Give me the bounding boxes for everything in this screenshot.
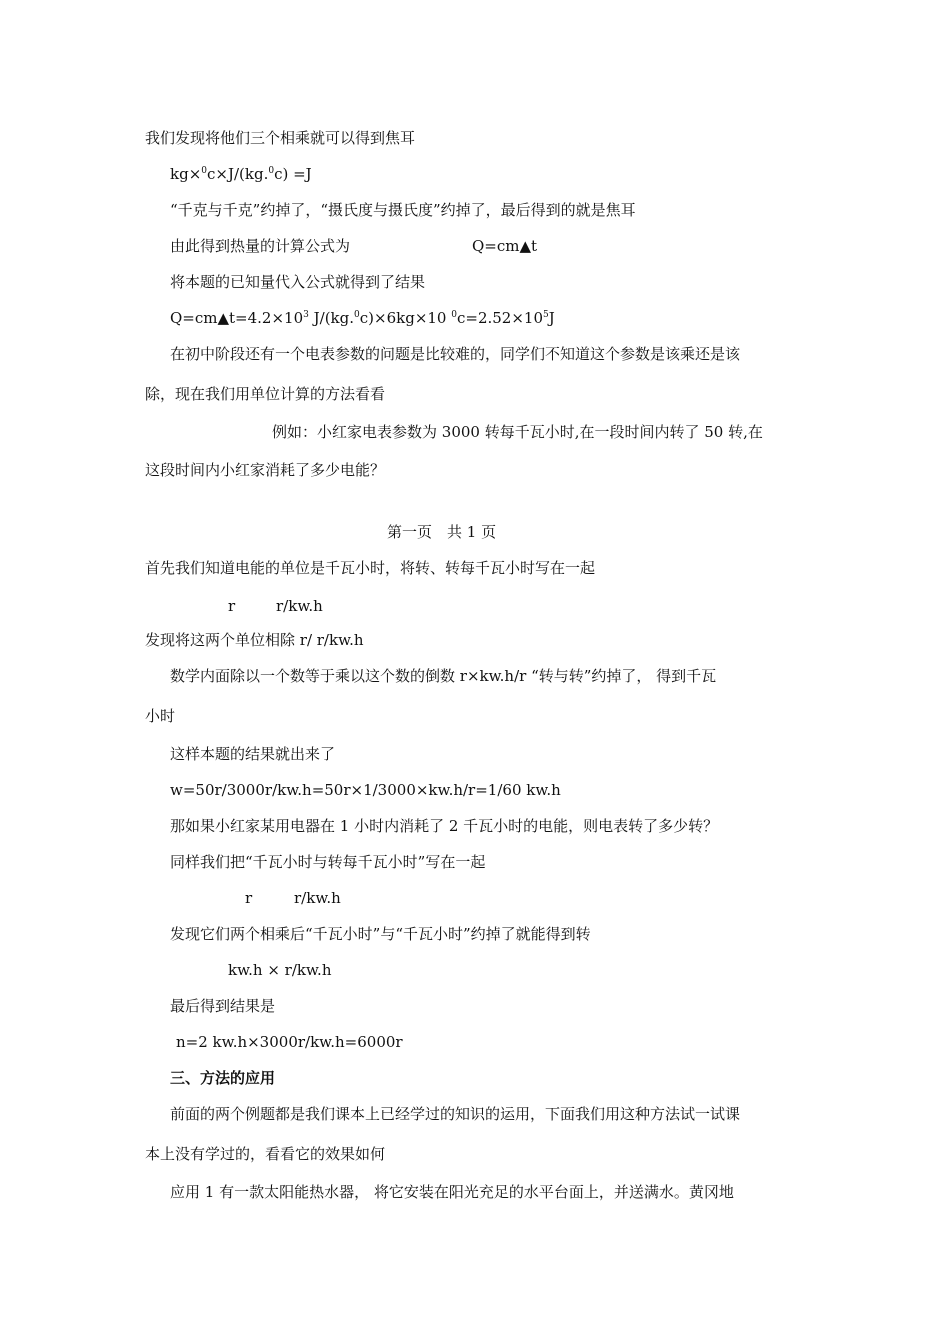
text-line: 我们发现将他们三个相乘就可以得到焦耳	[145, 129, 416, 147]
unit-label: r/kw.h	[294, 889, 341, 907]
text-line: 这段时间内小红家消耗了多少电能？	[145, 461, 386, 479]
text-line: 数学内面除以一个数等于乘以这个数的倒数 r×kw.h/r “转与转”约掉了， 得到千瓦	[170, 667, 717, 685]
unit-expression: kg×$^0$c×J/(kg.$^0$c) =J	[170, 165, 312, 183]
text-line: 小时	[145, 707, 176, 725]
text-line: 例如：小红家电表参数为 3000 转每千瓦小时,在一段时间内转了 50 转,在	[272, 423, 763, 441]
text-line: 发现它们两个相乘后“千瓦小时”与“千瓦小时”约掉了就能得到转	[170, 925, 591, 943]
text-line: 由此得到热量的计算公式为	[170, 237, 351, 255]
unit-label: r	[245, 889, 253, 907]
text-line: 首先我们知道电能的单位是千瓦小时，将转、转每千瓦小时写在一起	[145, 559, 596, 577]
text-line: 将本题的已知量代入公式就得到了结果	[170, 273, 426, 291]
text-line: 那如果小红家某用电器在 1 小时内消耗了 2 千瓦小时的电能，则电表转了多少转？	[170, 817, 719, 835]
section-heading: 三、方法的应用	[170, 1069, 276, 1087]
text-line: 同样我们把“千瓦小时与转每千瓦小时”写在一起	[170, 853, 486, 871]
formula: w=50r/3000r/kw.h=50r×1/3000×kw.h/r=1/60 kw.h	[170, 781, 561, 799]
formula: $Q=cm▲t=4.2\times 10^3$ J/(kg.$^0$c)×6kg×10 $^0c=2.52\times 10^5J$	[170, 309, 555, 327]
text-line: 应用 1 有一款太阳能热水器， 将它安装在阳光充足的水平台面上，并送满水。黄冈地	[170, 1183, 734, 1201]
page-footer: 第一页 共 1 页	[387, 523, 497, 541]
text-line: 除，现在我们用单位计算的方法看看	[145, 385, 386, 403]
text-line: 最后得到结果是	[170, 997, 276, 1015]
formula: n=2 kw.h×3000r/kw.h=6000r	[176, 1033, 403, 1051]
unit-expression: kw.h × r/kw.h	[228, 961, 332, 979]
unit-label: r/kw.h	[276, 597, 323, 615]
unit-label: r	[228, 597, 236, 615]
text-line: 发现将这两个单位相除 r/ r/kw.h	[145, 631, 364, 649]
text-line: 前面的两个例题都是我们课本上已经学过的知识的运用，下面我们用这种方法试一试课	[170, 1105, 741, 1123]
text-line: “千克与千克”约掉了，“摄氏度与摄氏度”约掉了，最后得到的就是焦耳	[170, 201, 636, 219]
text-line: 在初中阶段还有一个电表参数的问题是比较难的，同学们不知道这个参数是该乘还是该	[170, 345, 741, 363]
formula: Q=cm▲t	[472, 237, 538, 255]
text-line: 本上没有学过的，看看它的效果如何	[145, 1145, 386, 1163]
text-line: 这样本题的结果就出来了	[170, 745, 336, 763]
